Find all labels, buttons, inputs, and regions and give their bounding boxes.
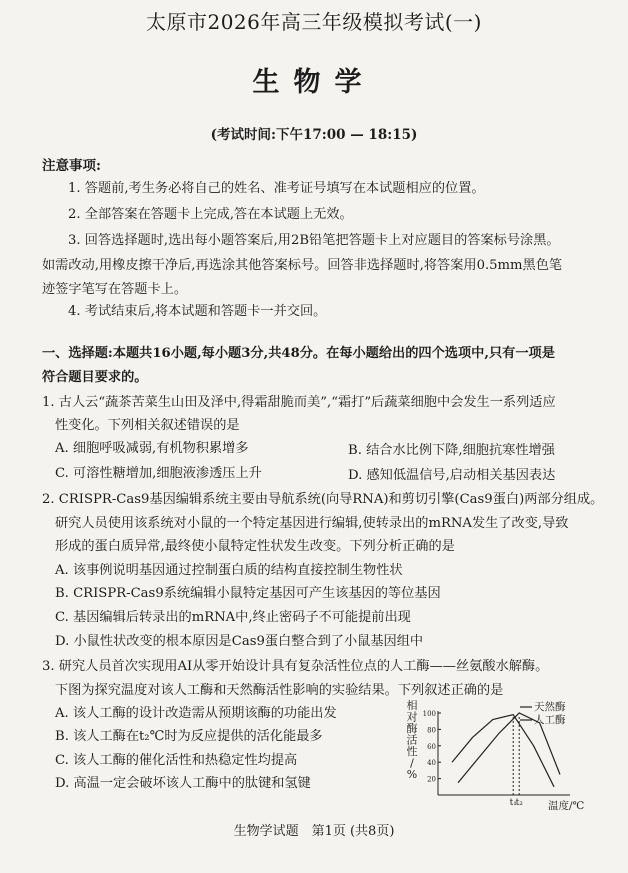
x-tick-label: t₁ <box>509 798 517 808</box>
exam-time: (考试时间:下午17:00 — 18:15) <box>210 127 418 143</box>
q3-option-d: D. 高温一定会破坏该人工酶中的肽键和氢键 <box>55 776 311 791</box>
y-tick-label: 20 <box>427 775 436 784</box>
y-tick-label: 80 <box>427 726 436 735</box>
q3-option-a: A. 该人工酶的设计改造需从预期该酶的功能出发 <box>55 706 337 721</box>
q2-stem: 2. CRISPR-Cas9基因编辑系统主要由导航系统(向导RNA)和剪切引擎(Cas9蛋白)两部分组成。 <box>42 492 604 507</box>
q3-option-c: C. 该人工酶的催化活性和热稳定性均提高 <box>55 753 298 768</box>
notice-item: 4. 考试结束后,将本试题和答题卡一并交回。 <box>68 304 327 319</box>
q1-stem: 1. 古人云“蔬茶苦菜生山田及泽中,得霜甜脆而美”,“霜打”后蔬菜细胞中会发生一系列适应 <box>42 395 556 410</box>
legend-artificial: 人工酶 <box>534 714 566 726</box>
subject-title: 生物学 <box>252 67 376 98</box>
q2-option-a: A. 该事例说明基因通过控制蛋白质的结构直接控制生物性状 <box>55 563 403 578</box>
y-tick-label: 60 <box>427 742 436 751</box>
y-tick-label: 40 <box>427 759 436 768</box>
x-tick-label: t₂ <box>515 798 523 808</box>
exam-title: 太原市2026年高三年级模拟考试(一) <box>145 10 482 34</box>
section-heading: 一、选择题:本题共16小题,每小题3分,共48分。在每小题给出的四个选项中,只有一项是 <box>42 346 555 361</box>
notice-item: 迹签字笔写在答题卡上。 <box>42 282 188 297</box>
q1-option-d: D. 感知低温信号,启动相关基因表达 <box>348 468 556 483</box>
q2-stem: 形成的蛋白质异常,最终使小鼠特定性状发生改变。下列分析正确的是 <box>55 539 455 554</box>
q1-option-b: B. 结合水比例下降,细胞抗寒性增强 <box>348 443 555 458</box>
q2-option-b: B. CRISPR-Cas9系统编辑小鼠特定基因可产生该基因的等位基因 <box>55 586 441 601</box>
page-footer: 生物学试题 第1页 (共8页) <box>233 824 395 839</box>
notice-item: 2. 全部答案在答题卡上完成,答在本试题上无效。 <box>68 207 353 222</box>
notice-item: 如需改动,用橡皮擦干净后,再选涂其他答案标号。回答非选择题时,将答案用0.5mm黑色笔 <box>42 258 563 273</box>
y-axis-label <box>407 698 418 781</box>
q2-option-d: D. 小鼠性状改变的根本原因是Cas9蛋白整合到了小鼠基因组中 <box>55 634 424 649</box>
q3-stem: 下图为探究温度对该人工酶和天然酶活性影响的实验结果。下列叙述正确的是 <box>55 683 504 698</box>
y-tick-label: 100 <box>422 710 436 718</box>
y-axis-label-text: 相对酶活性/ % <box>406 699 418 781</box>
legend-natural: 天然酶 <box>534 701 566 713</box>
notice-item: 1. 答题前,考生务必将自己的姓名、准考证号填写在本试题相应的位置。 <box>68 181 485 196</box>
enzyme-activity-chart <box>400 697 622 810</box>
q2-stem: 研究人员使用该系统对小鼠的一个特定基因进行编辑,使转录出的mRNA发生了改变,导致 <box>55 516 569 531</box>
q1-option-a: A. 细胞呼吸减弱,有机物积累增多 <box>55 441 249 456</box>
section-heading-cont: 符合题目要求的。 <box>42 370 148 385</box>
x-axis-label: 温度/℃ <box>548 800 585 810</box>
q1-option-c: C. 可溶性糖增加,细胞液渗透压上升 <box>55 466 262 481</box>
notice-title: 注意事项: <box>42 158 101 174</box>
q1-stem: 性变化。下列相关叙述错误的是 <box>55 418 240 433</box>
q2-option-c: C. 基因编辑后转录出的mRNA中,终止密码子不可能提前出现 <box>55 610 411 625</box>
notice-item: 3. 回答选择题时,选出每小题答案后,用2B铅笔把答题卡上对应题目的答案标号涂黑。 <box>68 233 560 248</box>
q3-stem: 3. 研究人员首次实现用AI从零开始设计具有复杂活性位点的人工酶——丝氨酸水解酶。 <box>42 659 549 674</box>
q3-option-b: B. 该人工酶在t₂℃时为反应提供的活化能最多 <box>55 729 323 744</box>
